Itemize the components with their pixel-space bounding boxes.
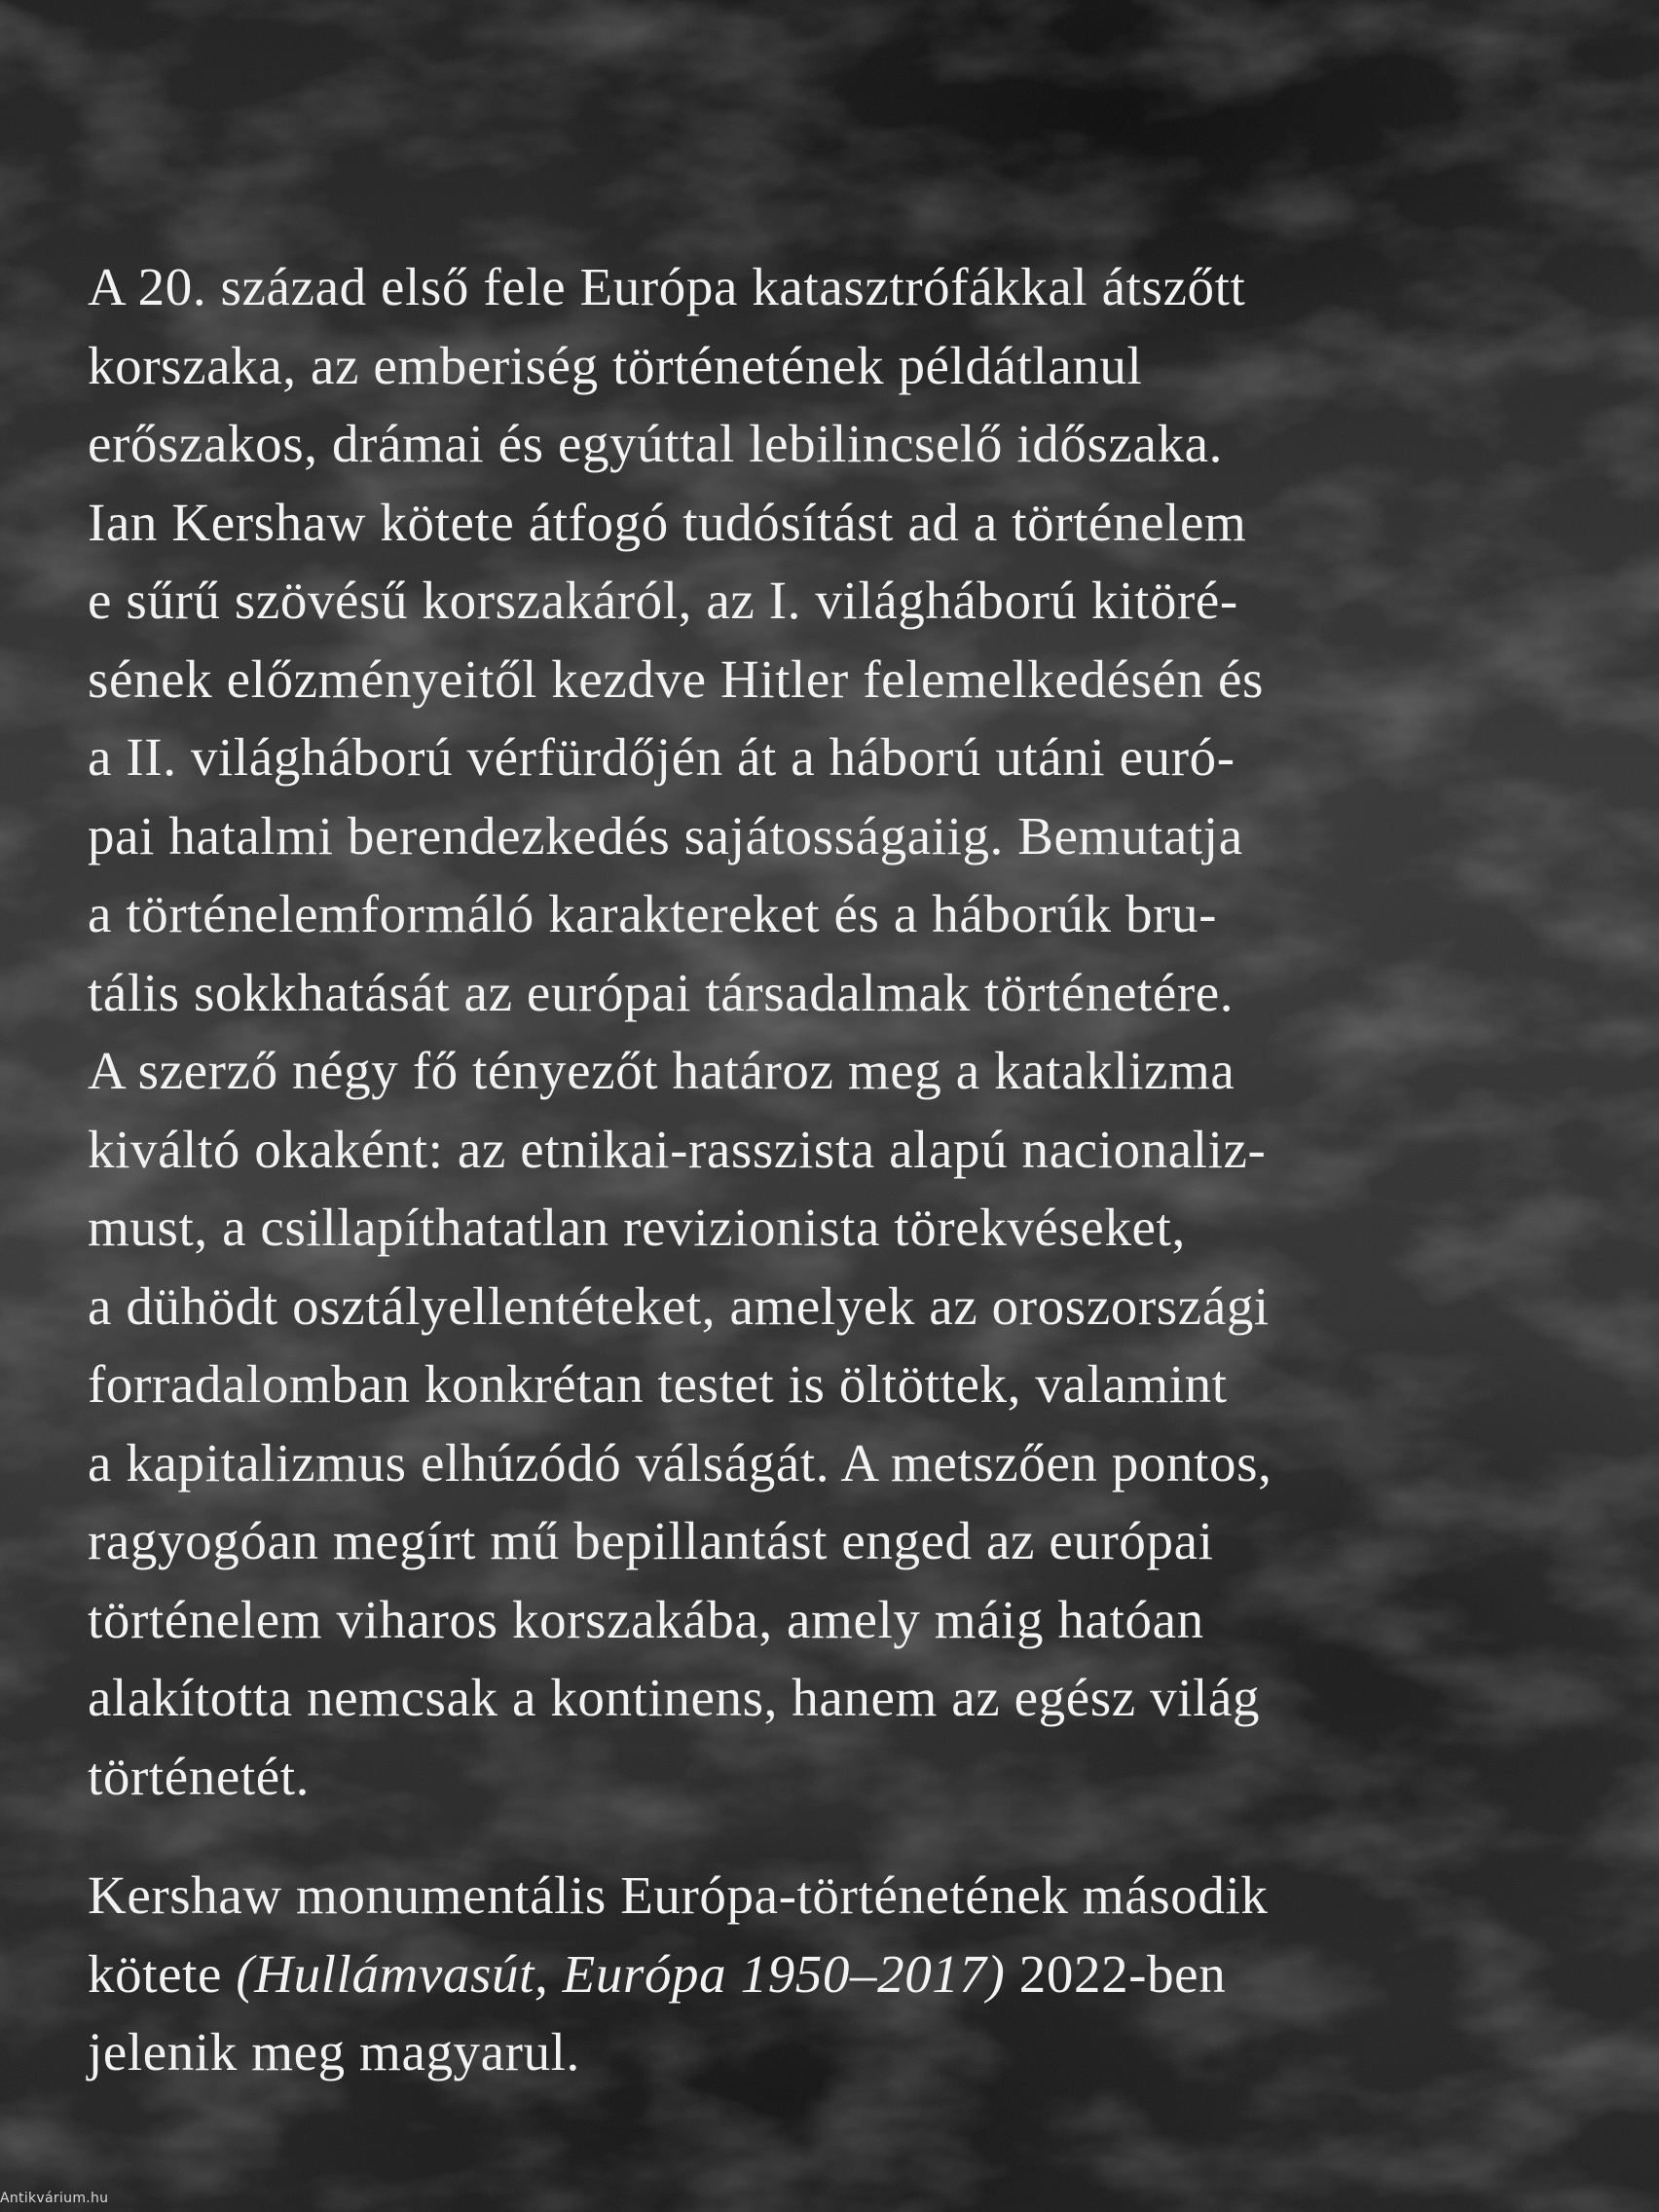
text-line: e sűrű szövésű korszakáról, az I. világháború kitöré- [88,571,1238,630]
text-line: a dühödt osztályellentéteket, amelyek az oroszországi [88,1275,1270,1336]
text-line: korszaka, az emberiség történetének példátlanul [88,335,1143,395]
text-line: erőszakos, drámai és egyúttal lebilincselő időszaka. [88,414,1223,473]
paragraph-main [88,248,1567,1816]
text-line: forradalomban konkrétan testet is öltöttek, valamint [88,1354,1228,1414]
text-segment: kötete [88,1943,237,2004]
paragraph-note [88,1857,1567,2092]
text-line: történelem viharos korszakába, amely máig hatóan [88,1589,1204,1649]
text-line: sének előzményeitől kezdve Hitler felemelkedésén és [88,648,1264,709]
text-line: Kershaw monumentális Európa-történetének második [88,1865,1269,1925]
text-line: tális sokkhatását az európai társadalmak történetére. [88,962,1235,1022]
text-segment: 2022-ben [1005,1943,1227,2004]
text-line: kiváltó okaként: az etnikai-rasszista alapú nacionaliz- [88,1119,1267,1179]
source-watermark: Antikvárium.hu [0,2191,109,2206]
book-title-italic: (Hullámvasút, Európa 1950–2017) [236,1943,1006,2004]
text-line: must, a csillapíthatatlan revizionista törekvéseket, [88,1198,1186,1257]
text-line: történetét. [88,1746,311,1806]
text-line: ragyogóan megírt mű bepillantást enged az európai [88,1511,1214,1570]
text-line: A szerző négy fő tényezőt határoz meg a kataklizma [88,1041,1235,1100]
text-line: alakította nemcsak a kontinens, hanem az egész világ [88,1668,1261,1727]
paragraph-spacer [88,1816,1567,1857]
text-line: Ian Kershaw kötete átfogó tudósítást ad a történelem [88,492,1247,552]
text-line: a II. világháború vérfürdőjén át a háború utáni euró- [88,727,1235,787]
text-line: A 20. század első fele Európa katasztrófákkal átszőtt [88,257,1246,316]
text-line: jelenik meg magyarul. [88,2022,580,2082]
text-line: pai hatalmi berendezkedés sajátosságaiig. Bemutatja [88,805,1243,866]
text-line: a kapitalizmus elhúzódó válságát. A metszően pontos, [88,1432,1272,1493]
text-line: a történelemformáló karaktereket és a háborúk bru- [88,884,1218,943]
text-line [88,1936,1567,2014]
blurb-text [88,248,1567,2092]
